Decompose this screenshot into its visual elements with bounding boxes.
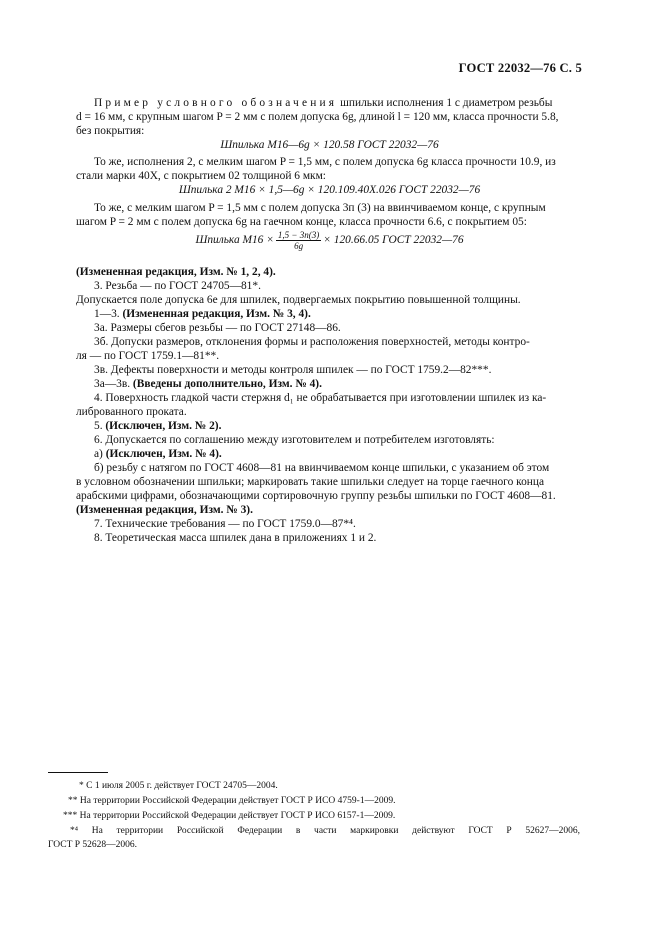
page-header: ГОСТ 22032—76 С. 5 (458, 61, 582, 75)
example-line-7: шагом P = 2 мм с полем допуска 6g на гаечном конце, класса прочности 6.6, с покрытием 05: (76, 216, 527, 228)
revision-note-1: (Измененная редакция, Изм. № 1, 2, 4). (76, 266, 276, 278)
item-6a: а) (Исключен, Изм. № 4). (94, 448, 222, 460)
example-line-4: То же, исполнения 2, с мелким шагом P = 1,5 мм, с полем допуска 6g класса прочности 10.9, из (94, 156, 556, 168)
fraction: $\frac{1,5 - 3n(3)}{6g}$ (277, 230, 320, 251)
item-3-note: Допускается поле допуска 6е для шпилек, подвергаемых покрытию повышенной толщины. (76, 294, 521, 306)
formula-1: Шпилька М16—6g × 120.58 ГОСТ 22032—76 (220, 139, 439, 151)
footnote-1: * С 1 июля 2005 г. действует ГОСТ 24705—2004. (79, 781, 278, 791)
item-5: 5. (Исключен, Изм. № 2). (94, 420, 222, 432)
item-6b-line-3: арабскими цифрами, обозначающими сортировочную группу резьбы шпильки по ГОСТ 4608—81. (76, 490, 556, 502)
footnote-4-line-2: ГОСТ Р 52628—2006. (48, 840, 138, 850)
item-4-line-1: 4. Поверхность гладкой части стержня d₁ не обрабатывается при изготовлении шпилек из ка- (94, 392, 547, 404)
item-3a: 3а. Размеры сбегов резьбы — по ГОСТ 27148—86. (94, 322, 341, 334)
item-6b-line-2: в условном обозначении шпильки; маркировать такие шпильки следует на торце гаечного конца (76, 476, 545, 488)
footnote-divider (48, 772, 108, 773)
example-line-2: d = 16 мм, с крупным шагом P = 2 мм с полем допуска 6g, длиной l = 120 мм, класса прочности 5.8, (76, 111, 559, 123)
example-line-5: стали марки 40Х, с покрытием 02 толщиной 6 мкм: (76, 170, 326, 182)
item-3: 3. Резьба — по ГОСТ 24705—81*. (94, 280, 261, 292)
item-4-line-2: либрованного проката. (76, 406, 187, 418)
item-3a-3v: 3а—3в. (Введены дополнительно, Изм. № 4). (94, 378, 322, 390)
item-6b-line-1: б) резьбу с натягом по ГОСТ 4608—81 на ввинчиваемом конце шпильки, с указанием об этом (94, 462, 550, 474)
item-6: 6. Допускается по соглашению между изготовителем и потребителем изготовлять: (94, 434, 495, 446)
item-3b-line-1: 3б. Допуски размеров, отклонения формы и расположения поверхностей, методы контро- (94, 336, 530, 348)
example-line-3: без покрытия: (76, 125, 145, 137)
revision-note-3: (Измененная редакция, Изм. № 3). (76, 504, 253, 516)
example-line-6: То же, с мелким шагом P = 1,5 мм с полем допуска 3п (3) на ввинчиваемом конце, с крупным (94, 202, 546, 214)
item-8: 8. Теоретическая масса шпилек дана в приложениях 1 и 2. (94, 532, 377, 544)
item-3v: 3в. Дефекты поверхности и методы контроля шпилек — по ГОСТ 1759.2—82***. (94, 364, 492, 376)
footnote-4-line-1: *⁴ На территории Российской Федерации в части маркировки действуют ГОСТ Р 52627—2006, (70, 826, 580, 836)
footnote-2: ** На территории Российской Федерации действует ГОСТ Р ИСО 4759-1—2009. (68, 796, 396, 806)
example-line-1: Пример условного обозначения шпильки исполнения 1 с диаметром резьбы (76, 96, 583, 111)
item-3b-line-2: ля — по ГОСТ 1759.1—81**. (76, 350, 220, 362)
example-lead: Пример условного обозначения (94, 97, 338, 109)
item-1-3: 1—3. (Измененная редакция, Изм. № 3, 4). (94, 308, 311, 320)
formula-3: Шпилька М16 × $\frac{1,5 - 3n(3)}{6g}$ × 120.66.05 ГОСТ 22032—76 (195, 230, 464, 251)
item-7: 7. Технические требования — по ГОСТ 1759.0—87*⁴. (94, 518, 356, 530)
formula-2: Шпилька 2 М16 × 1,5—6g × 120.109.40Х.026 ГОСТ 22032—76 (178, 184, 481, 196)
footnote-3: *** На территории Российской Федерации действует ГОСТ Р ИСО 6157-1—2009. (63, 811, 396, 821)
